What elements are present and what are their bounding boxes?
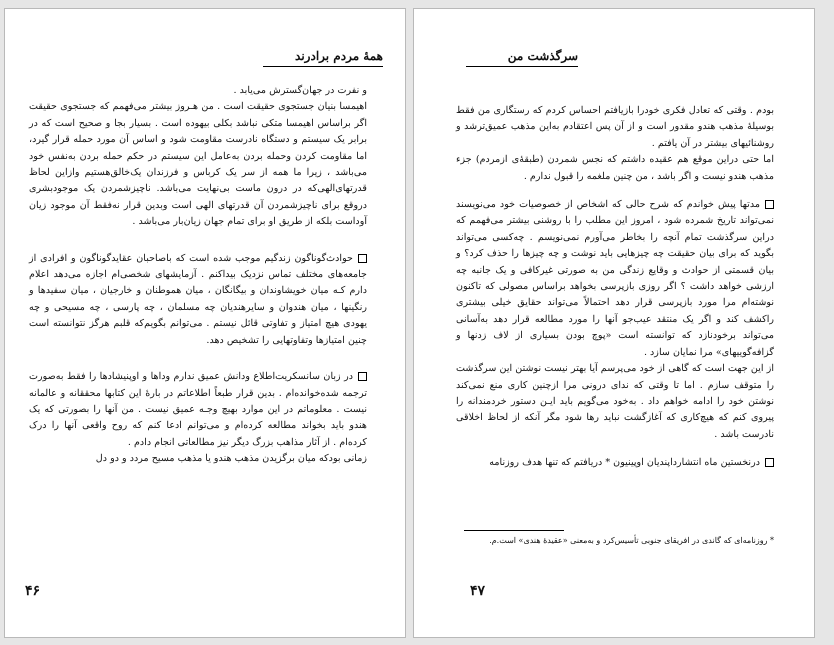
paragraph: و نفرت در جهان‌گسترش می‌یابد .: [233, 85, 367, 96]
paragraph: از این جهت است که گاهی از خود می‌پرسم آیا بهتر نیست نوشتن این سرگذشت را متوقف سازم . اما تا وقتی که ندای درونی مرا ازچنین کاری منع نمی‌کند نوشتن خود را ادامه خواهم داد . به‌خود می‌گویم باید ایـن دستور خردمندانه را پیروی کنم که هیچ‌کاری که آغازگشت نباید رها شود مگر آنکه از لحاظ اخلاقی نادرست باشد .: [456, 363, 774, 440]
paragraph: اهیمسا بنیان جستجوی حقیقت است . من هـروز بیشتر می‌فهمم که جستجوی حقیقت اگر براساس اهیمسا متکی نباشد بکلی بیهوده است . بسیار بجا و صحیح است که در برابر یک سیستم و دستگاه نادرست مقاومت شود و اساس آن مورد حمله قرار گیرد، اما مقاومت کردن وحمله بردن به‌عامل این سیستم در حکم حمله بردن به‌نفس خود می‌باشد ، زیرا ما همه از سر یک کرباس و فرزندان یک‌خالق‌هستیم وازاین لحاظ قدرتهای‌الهی‌که در درون ماست بی‌نهایت می‌باشد. ناچیزشمردن یک موجودبشری دروقع برای ناچیزشمردن آن قدرتهای الهی است وبدین قرار نه‌فقط آن موجود زیان آوداست بلکه از طریق او برای تمام جهان زیان‌بار می‌باشد .: [29, 101, 367, 228]
paragraph: زمانی بودکه میان برگزیدن مذهب هندو یا مذهب مسیح مردد و دو دل: [95, 453, 367, 465]
section-box-icon: [358, 372, 367, 381]
paragraph: درنخستین ماه انتشارداپندیان اوپینیون * دریافتم که تنها هدف روزنامه: [456, 455, 774, 471]
right-page: [413, 8, 815, 638]
paragraph: اما حتی دراین موقع هم عقیده داشتم که نجس شمردن (طبقه‌ٔی ازمردم) جزء مذهب هندو نیست و اگر باشد ، من چنین ملغمه را قبول ندارم .: [456, 154, 774, 182]
footnote-rule: [464, 530, 564, 531]
paragraph: در زبان سانسکریت‌اطلاع ودانش عمیق ندارم وداها و اوپنیشادها را فقط به‌صورت ترجمه شده‌خوانده‌ام . بدین قرار طبعاً اطلاعاتم در بارهٔ این کتابها محققانه و عالمانه نیست . معلوماتم در این موارد بهیچ وجـه عمیق نیست . من آنها را بصورتی که یک هندو باید بخواند مطالعه کرده‌ام و می‌توانم ادعا کنم که روح واقعی آنها را درک کرده‌ام . از آثار مذاهب بزرگ دیگر نیز مطالعاتی انجام دادم .: [29, 371, 367, 448]
page-number: ۴۷: [470, 583, 486, 599]
page-body: [456, 103, 774, 472]
page-body: [29, 83, 367, 468]
section-box-icon: [765, 200, 774, 209]
page-header: سرگذشت من: [466, 49, 578, 67]
section-box-icon: [358, 254, 367, 263]
page-number: ۴۶: [25, 583, 41, 599]
paragraph: حوادث‌گوناگون زندگیم موجب شده است که باصاحبان عقایدگوناگون و افرادی از جامعه‌های مختلف تماس نزدیک بیداکنم . آزمایشهای شخصی‌ام اجازه می‌دهد اعلام دارم کـه میان خویشاوندان و بیگانگان ، میان هموطنان و خارجیان ، میان سفیدها و رنگینها ، میان هندوان و سایرهندیان چه مسلمان ، چه پارسی ، چه مسیحی و چه یهودی هیچ امتیاز و تفاوتی قائل نیستم . می‌توانم بگویم‌که قلبم هرگز نتوانسته است چنین امتیازها وتفاوتهایی را تشخیص دهد.: [29, 252, 367, 346]
section-box-icon: [765, 458, 774, 467]
paragraph: مدتها پیش خواندم که شرح حالی که اشخاص از خصوصیات خود می‌نویسند نمی‌تواند تاریخ شمرده شود ، امروز این مطلب را با روشنی بیشتر می‌فهمم که دراین سرگذشت تمام آنچه را بخاطر می‌آورم نمی‌نویسم . چه‌کسی می‌تواند بگوید که برای بیان حقیقت چه چیزهایی باید نوشت و چه چیزها را حذف کرد؟ و بیان قسمتی از حوادث و وقایع زندگی من به صورتی غیرکافی و یک جانبه چه ارزشی خواهد داشت ؟ اگر روزی بازپرسی بخواهد براساس مصولی که تاکنون نوشته‌ام مرا مورد بازپرسی قرار دهد احتمالاً می‌تواند حقایق خیلی بیشتری راکشف کند و اگر یک منتقد عیب‌جو آنها را مورد مطالعه قرار دهد به‌آسانی می‌تواند برخودنازد که توانسته است «پوچ بودن بسیاری از لاف زدنها و گزافه‌گوییهای» مرا نمایان سازد .: [456, 199, 774, 358]
left-page: [4, 8, 406, 638]
page-header: همهٔ مردم برادرند: [263, 49, 383, 67]
paragraph: بودم . وقتی که تعادل فکری خودرا بازیافتم احساس کردم که رستگاری من فقط بوسیلهٔ مذهب هندو مقدور است و از آن پس اعتقادم به‌این مذهب عمیق‌ترشد و روشنائیهای بیشتر در آن یافتم .: [456, 105, 774, 149]
footnote: * روزنامه‌ای که گاندی در افریقای جنوبی تأسیس‌کرد و به‌معنی «عقیدهٔ هندی» است.م.: [489, 536, 774, 545]
